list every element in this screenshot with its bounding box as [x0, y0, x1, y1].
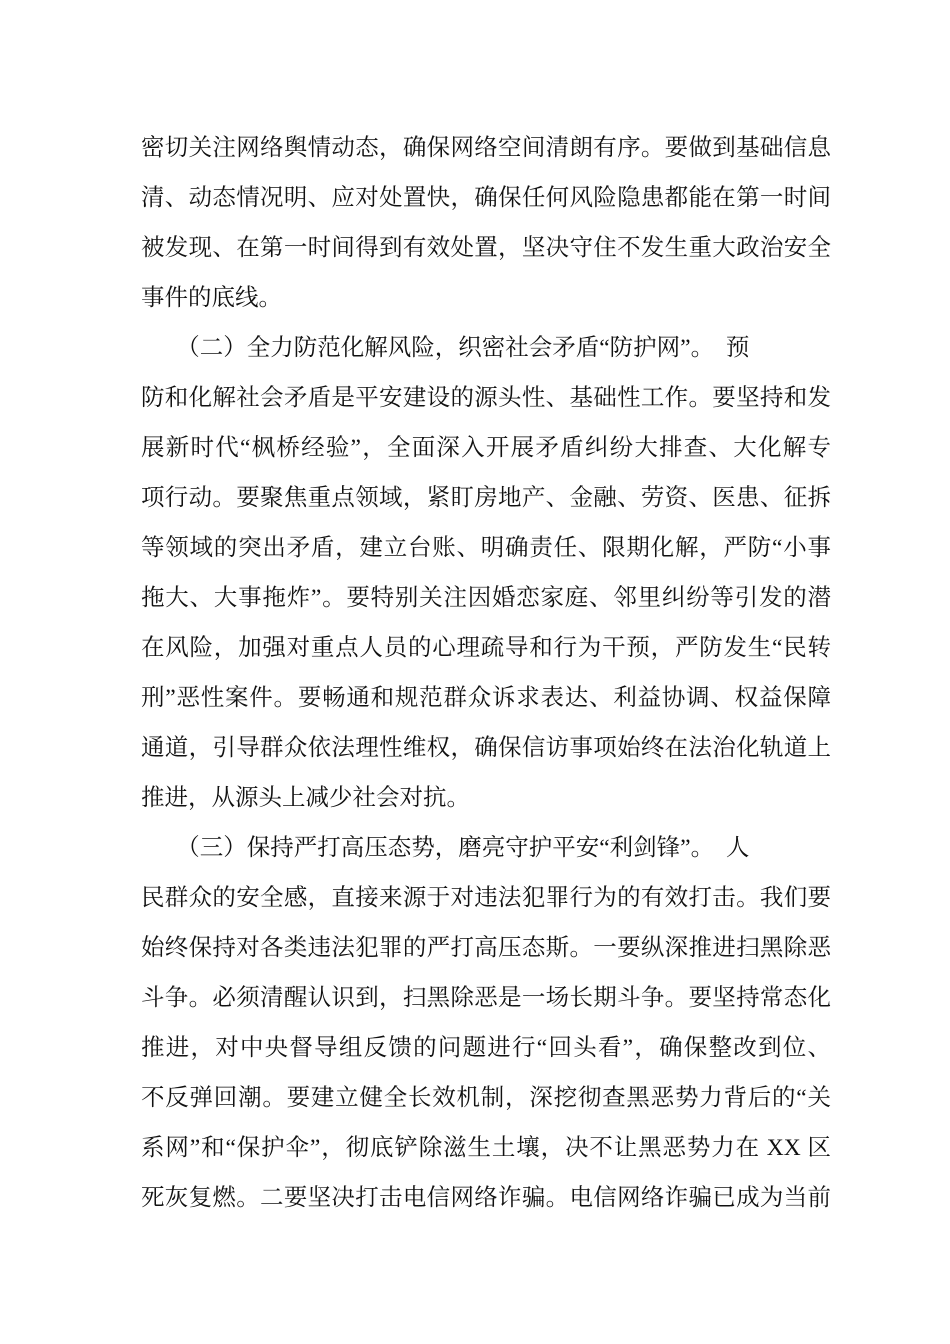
- text-line: 不反弹回潮。要建立健全长效机制，深挖彻查黑恶势力背后的“关: [141, 1085, 831, 1111]
- text-line: 被发现、在第一时间得到有效处置，坚决守住不发生重大政治安全: [141, 235, 831, 261]
- paragraph: [141, 123, 831, 323]
- paragraph: [141, 823, 831, 1223]
- text-line: 系网”和“保护伞”，彻底铲除滋生土壤，决不让黑恶势力在 XX 区: [141, 1135, 831, 1161]
- text-line: 刑”恶性案件。要畅通和规范群众诉求表达、利益协调、权益保障: [141, 685, 831, 711]
- text-line: 展新时代“枫桥经验”，全面深入开展矛盾纠纷大排查、大化解专: [141, 435, 831, 461]
- text-line: 密切关注网络舆情动态，确保网络空间清朗有序。要做到基础信息: [141, 135, 831, 161]
- text-line: 事件的底线。: [141, 285, 282, 311]
- text-line: 斗争。必须清醒认识到，扫黑除恶是一场长期斗争。要坚持常态化: [141, 985, 831, 1011]
- text-line: 清、动态情况明、应对处置快，确保任何风险隐患都能在第一时间: [141, 185, 831, 211]
- text-line: 推进，对中央督导组反馈的问题进行“回头看”，确保整改到位、: [141, 1035, 831, 1061]
- document-text-block: [141, 123, 831, 1223]
- paragraph: [141, 323, 831, 823]
- text-line: 在风险，加强对重点人员的心理疏导和行为干预，严防发生“民转: [141, 635, 831, 661]
- text-line: 始终保持对各类违法犯罪的严打高压态斯。一要纵深推进扫黑除恶: [141, 935, 831, 961]
- text-line: 死灰复燃。二要坚决打击电信网络诈骗。电信网络诈骗已成为当前: [141, 1185, 831, 1211]
- text-line: （二）全力防范化解风险，织密社会矛盾“防护网”。 预: [141, 335, 750, 361]
- text-line: 防和化解社会矛盾是平安建设的源头性、基础性工作。要坚持和发: [141, 385, 831, 411]
- text-line: 推进，从源头上减少社会对抗。: [141, 785, 470, 811]
- text-line: 通道，引导群众依法理性维权，确保信访事项始终在法治化轨道上: [141, 735, 831, 761]
- text-line: 等领域的突出矛盾，建立台账、明确责任、限期化解，严防“小事: [141, 535, 831, 561]
- text-line: 民群众的安全感，直接来源于对违法犯罪行为的有效打击。我们要: [141, 885, 831, 911]
- text-line: （三）保持严打高压态势，磨亮守护平安“利剑锋”。 人: [141, 835, 750, 861]
- text-line: 项行动。要聚焦重点领域，紧盯房地产、金融、劳资、医患、征拆: [141, 485, 831, 511]
- text-line: 拖大、大事拖炸”。要特别关注因婚恋家庭、邻里纠纷等引发的潜: [141, 585, 831, 611]
